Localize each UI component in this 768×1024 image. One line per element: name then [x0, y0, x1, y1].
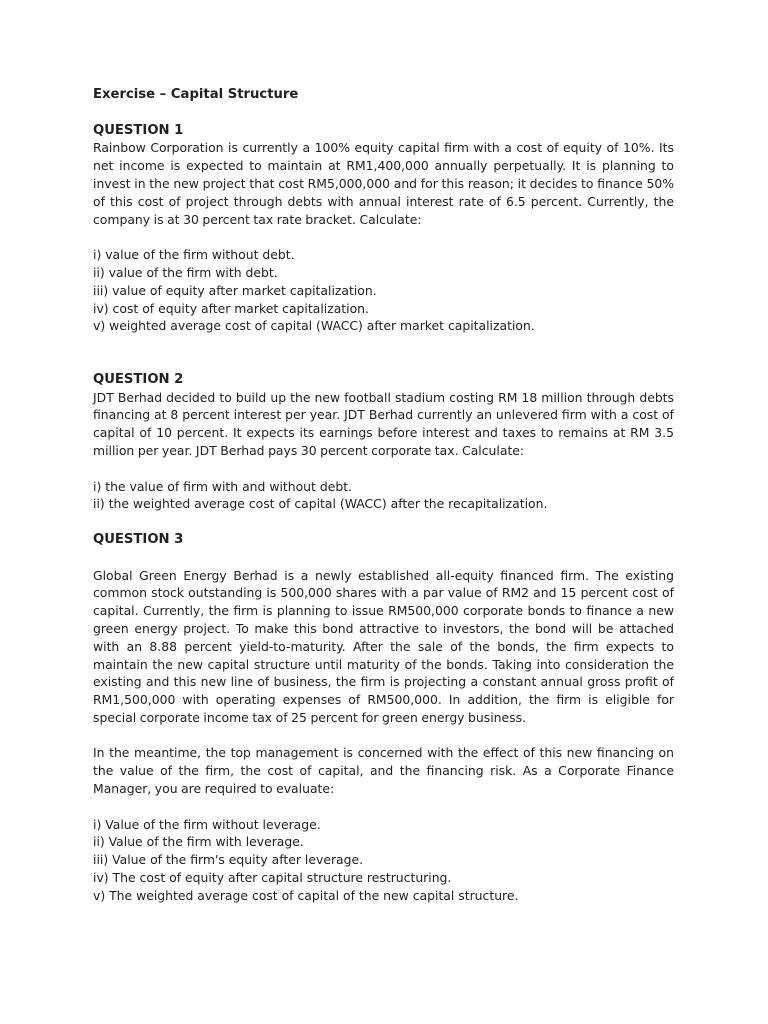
list-item: iii) value of equity after market capitalization.: [93, 282, 377, 298]
question-1-items: [93, 246, 674, 335]
list-item: ii) Value of the firm with leverage.: [93, 834, 304, 850]
spacer: [93, 798, 674, 816]
list-item: v) The weighted average cost of capital of the new capital structure.: [93, 887, 519, 903]
question-1-heading: QUESTION 1: [93, 122, 184, 138]
list-item: i) Value of the firm without leverage.: [93, 816, 321, 832]
spacer: [93, 513, 674, 531]
question-3-heading: QUESTION 3: [93, 531, 184, 547]
question-1-paragraph: Rainbow Corporation is currently a 100% equity capital firm with a cost of equity of 10%. Its net income is expected to maintain at RM1,400,000 annually perpetually. It is planning to invest in the new project that cost RM5,000,000 and for this reason; it decides to finance 50% of this cost of project through debts with annual interest rate of 6.5 percent. Currently, the company is at 30 percent tax rate bracket. Calculate:: [93, 140, 674, 227]
document-title: Exercise – Capital Structure: [93, 87, 299, 102]
list-item: ii) value of the firm with debt.: [93, 264, 278, 280]
spacer: [93, 460, 674, 478]
spacer: [93, 335, 674, 371]
spacer: [93, 228, 674, 246]
list-item: iii) Value of the firm's equity after leverage.: [93, 852, 364, 868]
question-2-items: [93, 478, 674, 514]
list-item: iv) cost of equity after market capitalization.: [93, 300, 369, 316]
spacer: [93, 549, 674, 567]
spacer: [93, 727, 674, 745]
question-3-items: [93, 816, 674, 905]
list-item: iv) The cost of equity after capital structure restructuring.: [93, 870, 452, 886]
question-3-paragraph-2: In the meantime, the top management is concerned with the effect of this new financing on the value of the firm, the cost of capital, and the financing risk. As a Corporate Finance Manager, you are required to evaluate:: [93, 745, 674, 797]
question-2: [93, 371, 674, 513]
list-item: ii) the weighted average cost of capital (WACC) after the recapitalization.: [93, 496, 548, 512]
list-item: v) weighted average cost of capital (WACC) after market capitalization.: [93, 318, 535, 334]
question-2-paragraph: JDT Berhad decided to build up the new football stadium costing RM 18 million through debts financing at 8 percent interest per year. JDT Berhad currently an unlevered firm with a cost of capital of 10 percent. It expects its earnings before interest and taxes to remains at RM 3.5 million per year. JDT Berhad pays 30 percent corporate tax. Calculate:: [93, 389, 674, 458]
list-item: i) value of the firm without debt.: [93, 247, 295, 263]
list-item: i) the value of firm with and without debt.: [93, 478, 352, 494]
question-3-paragraph-1: Global Green Energy Berhad is a newly established all-equity financed firm. The existing common stock outstanding is 500,000 shares with a par value of RM2 and 15 percent cost of capital. Currently, the firm is planning to issue RM500,000 corporate bonds to finance a new green energy project. To make this bond attractive to investors, the bond will be attached with an 8.88 percent yield-to-maturity. After the sale of the bonds, the firm expects to maintain the new capital structure until maturity of the bonds. Taking into consideration the existing and this new line of business, the firm is projecting a constant annual gross profit of RM1,500,000 with operating expenses of RM500,000. In addition, the firm is eligible for special corporate income tax of 25 percent for green energy business.: [93, 567, 674, 725]
question-1: [93, 122, 674, 336]
document-page: [93, 86, 674, 905]
question-3: [93, 531, 674, 905]
question-2-heading: QUESTION 2: [93, 371, 184, 387]
